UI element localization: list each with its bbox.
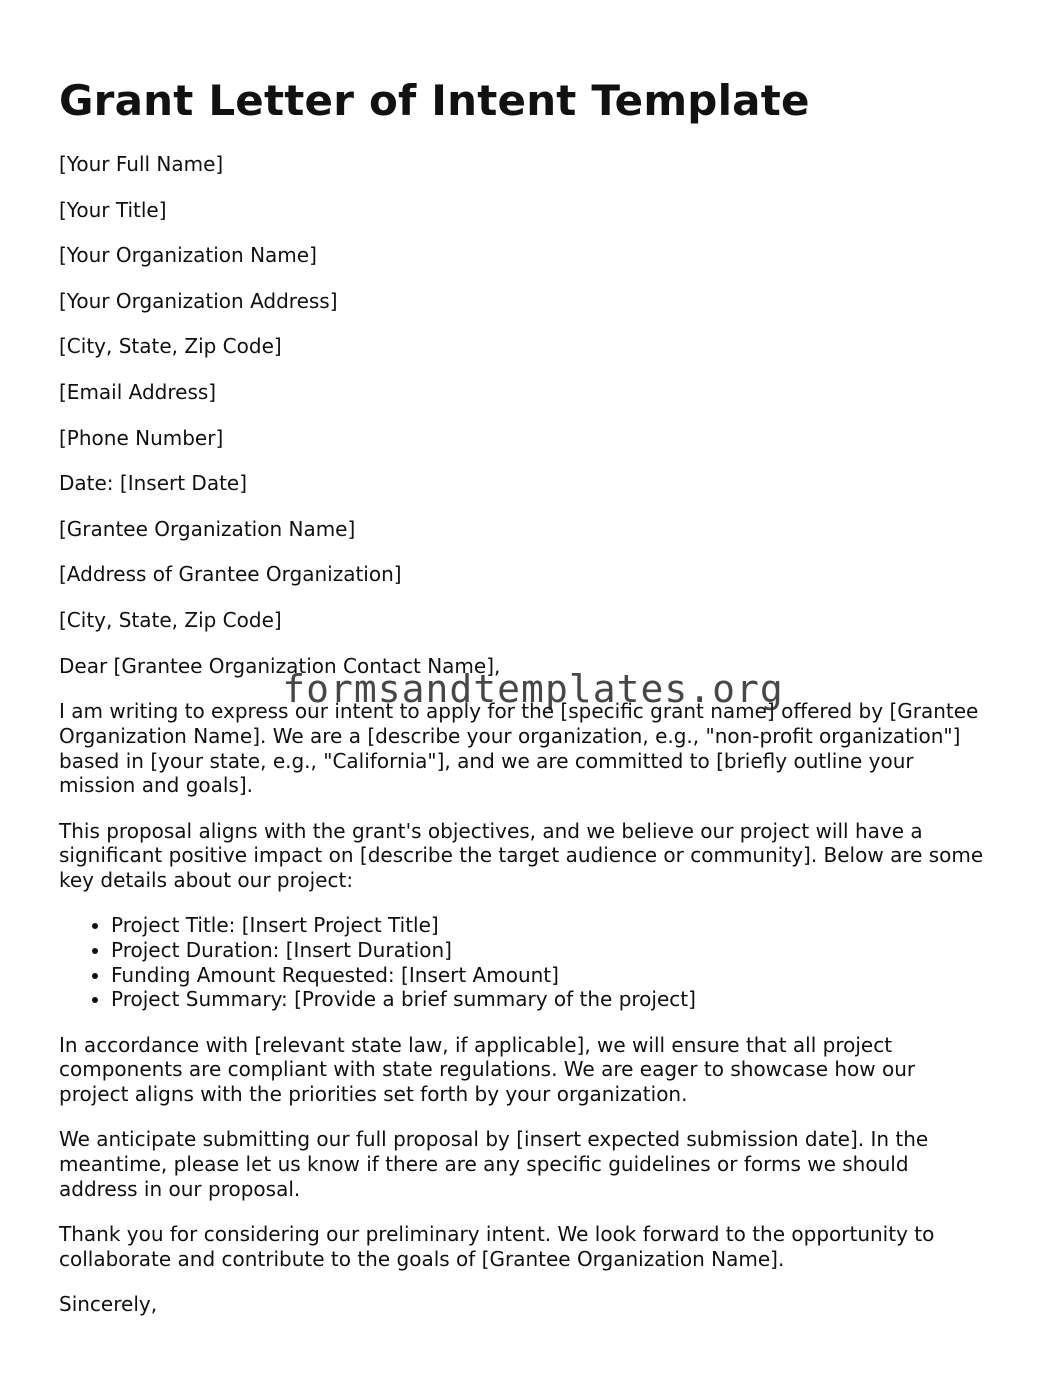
list-item: • Project Duration: [Insert Duration] bbox=[111, 938, 989, 963]
document-title: Grant Letter of Intent Template bbox=[59, 76, 810, 125]
salutation: Dear [Grantee Organization Contact Name], bbox=[59, 653, 501, 678]
letter-page bbox=[59, 0, 989, 1317]
sender-organization-name: [Your Organization Name] bbox=[59, 243, 317, 268]
list-item: • Project Summary: [Provide a brief summary of the project] bbox=[111, 987, 989, 1012]
letter-date: Date: [Insert Date] bbox=[59, 471, 248, 496]
sender-email: [Email Address] bbox=[59, 379, 217, 404]
thanks-paragraph: Thank you for considering our preliminary intent. We look forward to the opportunity to collaborate and contribute to the goals of [Grantee Organization Name]. bbox=[59, 1222, 935, 1271]
list-item: • Funding Amount Requested: [Insert Amount] bbox=[111, 963, 989, 988]
timeline-paragraph: We anticipate submitting our full proposal by [insert expected submission date]. In the meantime, please let us know if there are any specific guidelines or forms we should address in our proposal. bbox=[59, 1127, 929, 1201]
sender-phone: [Phone Number] bbox=[59, 425, 224, 450]
grantee-organization-address: [Address of Grantee Organization] bbox=[59, 562, 402, 587]
list-item: • Project Title: [Insert Project Title] bbox=[111, 913, 989, 938]
grantee-organization-name: [Grantee Organization Name] bbox=[59, 516, 356, 541]
project-details-list bbox=[59, 913, 989, 1012]
closing: Sincerely, bbox=[59, 1292, 158, 1317]
compliance-paragraph: In accordance with [relevant state law, if applicable], we will ensure that all project components are compliant with state regulations. We are eager to showcase how our project aligns with the priorities set forth by your organization. bbox=[59, 1032, 916, 1107]
grantee-city-state-zip: [City, State, Zip Code] bbox=[59, 607, 282, 632]
sender-full-name: [Your Full Name] bbox=[59, 152, 224, 176]
watermark-text: formsandtemplates.org bbox=[282, 667, 784, 711]
sender-organization-address: [Your Organization Address] bbox=[59, 288, 338, 313]
alignment-paragraph: This proposal aligns with the grant's objectives, and we believe our project will have a significant positive impact on [describe the target audience or community]. Below are some key details about our project: bbox=[59, 818, 984, 892]
sender-city-state-zip: [City, State, Zip Code] bbox=[59, 334, 282, 359]
intro-paragraph: I am writing to express our intent to apply for the [specific grant name] offered by [Grantee Organization Name]. We are a [describe your organization, e.g., "non-profit organization"] based in [your state, e.g., "California"], and we are committed to [briefly outline your mission and goals]. bbox=[59, 699, 979, 798]
sender-title: [Your Title] bbox=[59, 197, 167, 222]
